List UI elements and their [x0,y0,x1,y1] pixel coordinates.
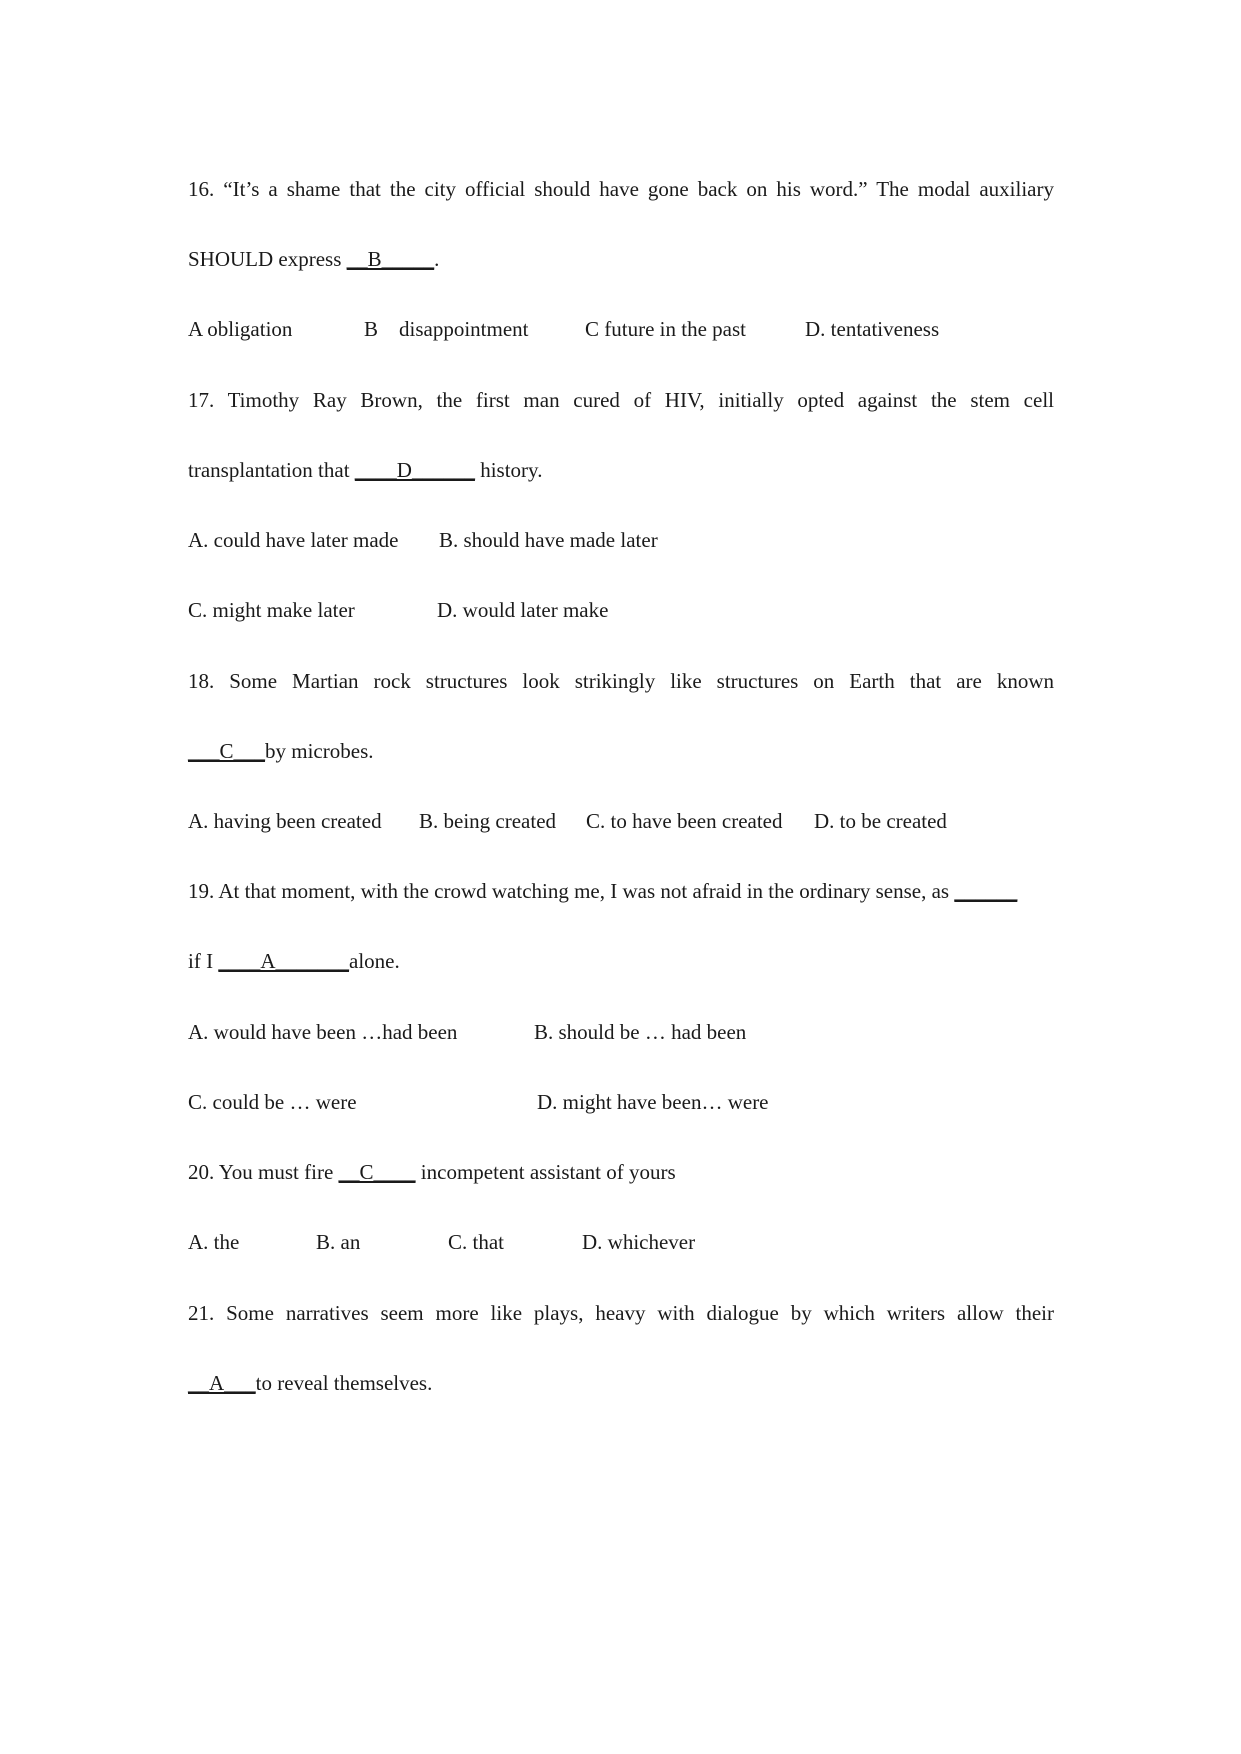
question-19-trailing-blank: ______ [954,879,1018,903]
question-18-stem-end: by microbes. [265,739,374,763]
question-18-options [188,806,1054,836]
question-19-stem [188,876,1054,906]
question-19-option-a: A. would have been …had been [188,1020,458,1044]
question-17-answer-blank: ____D______ [354,458,475,482]
question-21-stem: 21. Some narratives seem more like plays, heavy with dialogue by which writers allow their [188,1301,1054,1325]
question-18-stem-cont [188,736,1054,766]
question-16-option-a: A obligation [188,317,293,341]
question-19-options-row1 [188,1017,1054,1047]
question-16-answer-blank: __B_____ [346,247,435,271]
question-17-options-row1 [188,525,1054,555]
question-16-stem-text: SHOULD express [188,247,347,271]
question-19-stem-cont [188,946,1054,976]
question-18-option-a: A. having been created [188,809,382,833]
question-16-stem: 16. “It’s a shame that the city official should have gone back on his word.” The modal auxiliary [188,177,1054,201]
question-20-stem [188,1157,1054,1187]
question-18-option-d: D. to be created [814,809,947,833]
question-17-option-d: D. would later make [437,598,609,622]
question-16-option-c: C future in the past [585,317,746,341]
question-18-stem: 18. Some Martian rock structures look strikingly like structures on Earth that are known [188,669,1054,693]
question-16-stem-end: . [434,247,440,271]
question-17-stem-cont [188,455,1054,485]
question-19-option-b: B. should be … had been [534,1020,747,1044]
question-19-option-d: D. might have been… were [537,1090,769,1114]
question-20-stem-text: 20. You must fire [188,1160,339,1184]
question-19-options-row2 [188,1087,1054,1117]
question-20-option-b: B. an [316,1230,361,1254]
question-20-option-a: A. the [188,1230,240,1254]
question-20-option-d: D. whichever [582,1230,696,1254]
question-17-options-row2 [188,595,1054,625]
question-17-stem-text: transplantation that [188,458,355,482]
question-17-stem-end: history. [474,458,543,482]
question-18-option-c: C. to have been created [586,809,783,833]
question-16-stem-cont [188,244,1054,274]
question-19-option-c: C. could be … were [188,1090,357,1114]
question-18-answer-blank: ___C___ [188,739,266,763]
question-20-option-c: C. that [448,1230,504,1254]
question-17-option-b: B. should have made later [439,528,658,552]
question-19-stem-text-2: if I [188,949,219,973]
question-19-answer-blank: ____A_______ [218,949,349,973]
question-16-option-d: D. tentativeness [805,317,940,341]
question-21-answer-blank: __A___ [188,1371,256,1395]
question-16-option-b: B disappointment [364,317,529,341]
question-17-option-a: A. could have later made [188,528,399,552]
question-16-options [188,314,1054,344]
question-17-option-c: C. might make later [188,598,355,622]
question-21-stem-end: to reveal themselves. [255,1371,433,1395]
question-20-stem-end: incompetent assistant of yours [415,1160,676,1184]
question-21-stem-cont [188,1368,1054,1398]
question-20-options [188,1227,1054,1257]
question-18-option-b: B. being created [419,809,557,833]
question-17-stem: 17. Timothy Ray Brown, the first man cured of HIV, initially opted against the stem cell [188,388,1054,412]
question-19-stem-end: alone. [349,949,400,973]
question-19-stem-text: 19. At that moment, with the crowd watching me, I was not afraid in the ordinary sense, as [188,879,955,903]
question-20-answer-blank: __C____ [338,1160,416,1184]
